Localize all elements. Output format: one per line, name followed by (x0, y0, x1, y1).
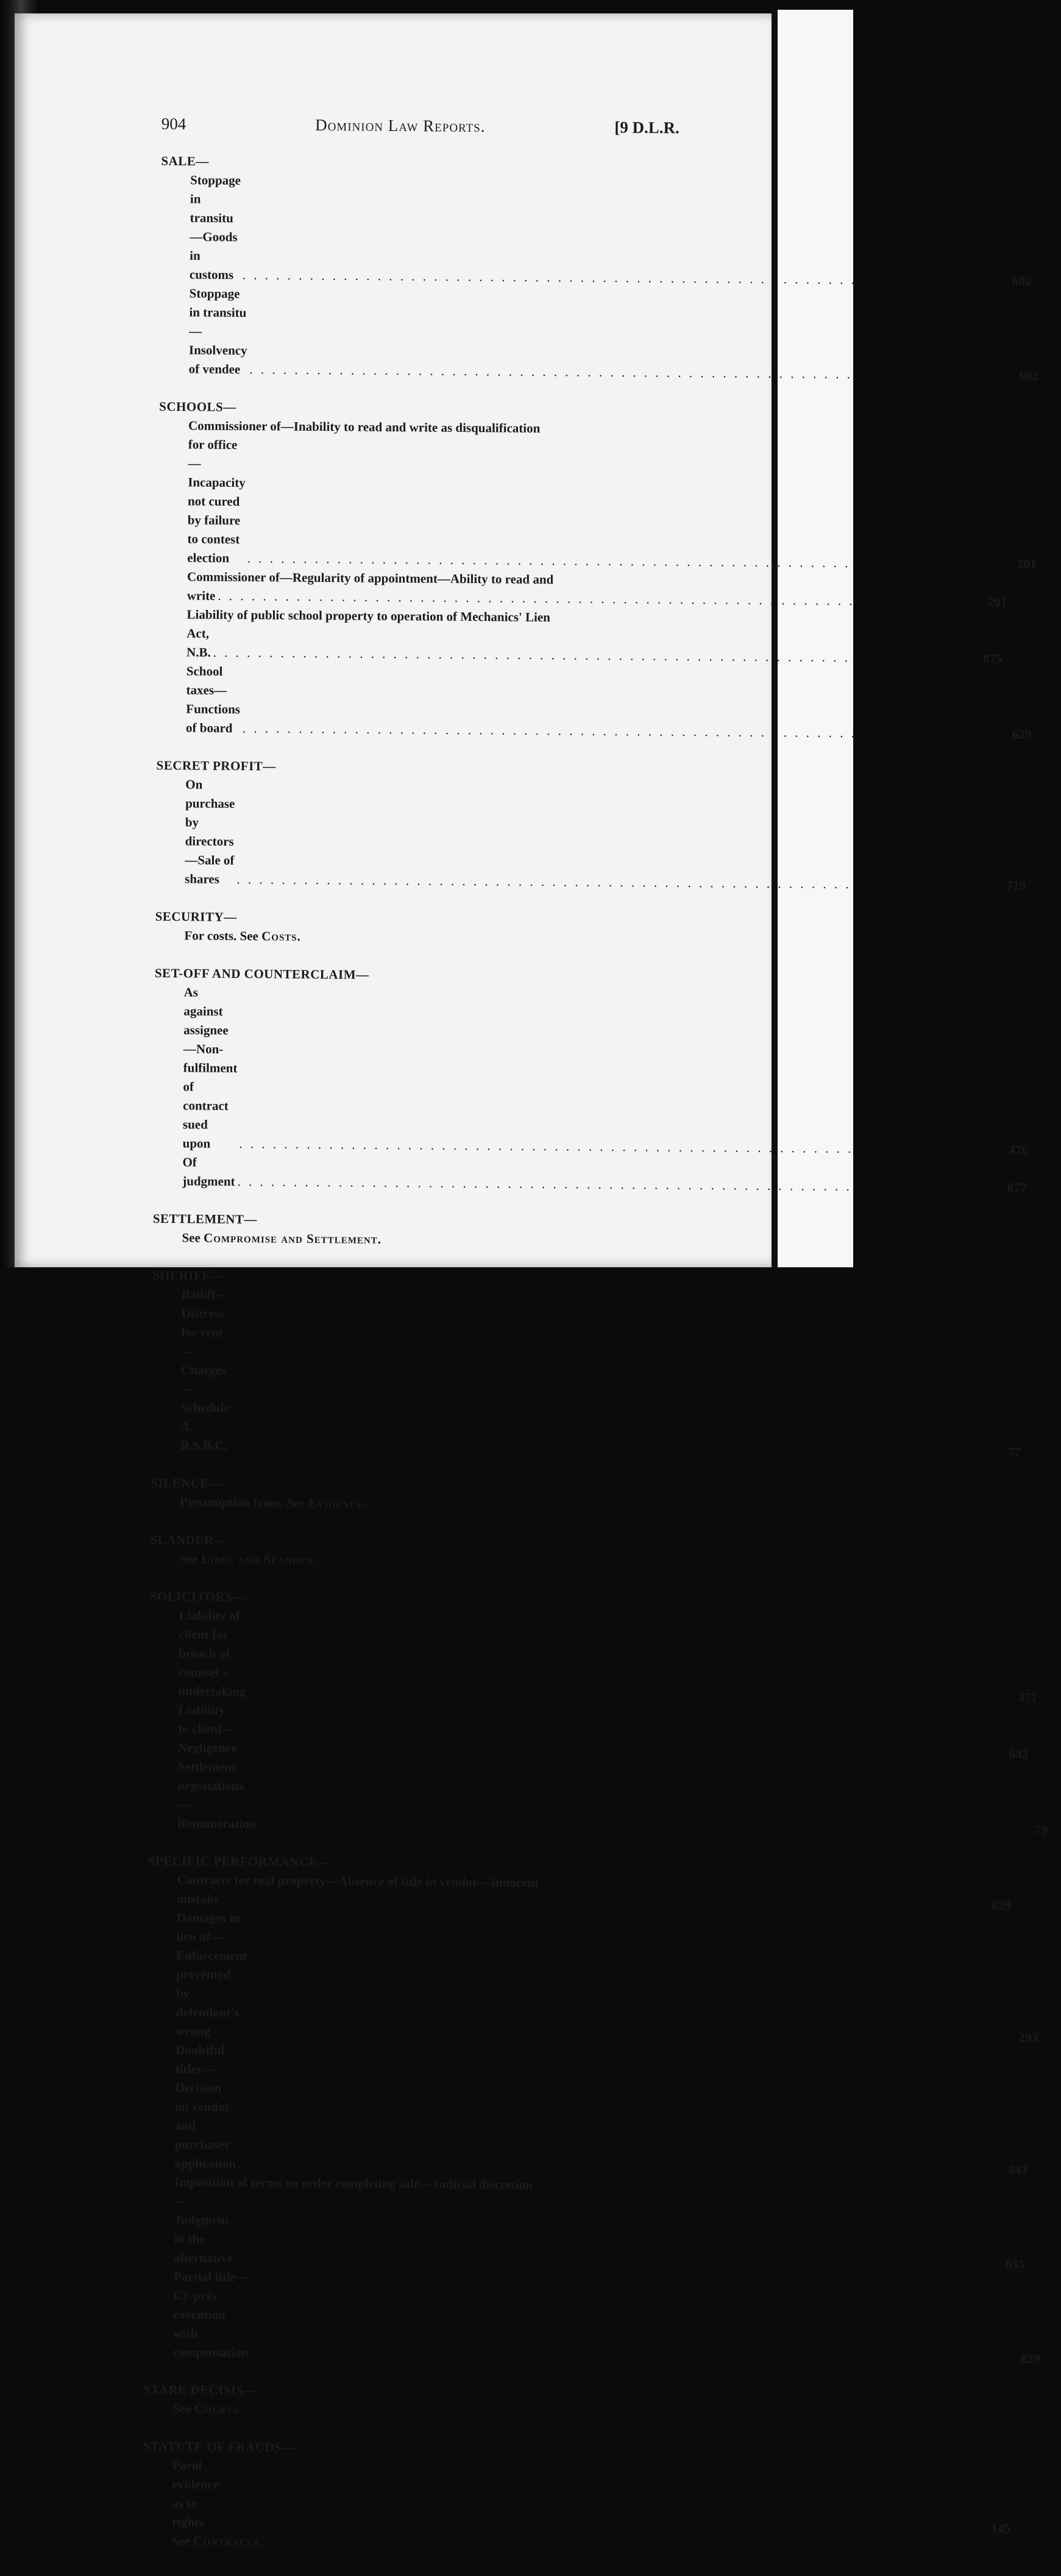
section-heading: SLANDER— (150, 1532, 227, 1548)
page-reference: 629 (1012, 726, 1032, 742)
page-reference: 201 (1017, 557, 1037, 572)
page-reference: 829 (1020, 2351, 1040, 2366)
leader-dots: . . . . . . . . . . . . . . . . . . . . . . . . . . . . . . . . . . . . . . . . . . . . . . . . . . . . . . . . . . . . . . . . . . . . (249, 362, 1011, 383)
index-sections (143, 152, 1048, 2555)
leader-dots: . . . . . . . . . . . . . . . . . . . . . . . . . . . . . . . . . . . . . . . . . . . . . . . . . . . . . . . . . . . . . . . . . . . . (236, 872, 998, 893)
page-reference: 843 (1008, 2162, 1027, 2178)
index-section (153, 964, 1029, 1195)
leader-dots: . . . . . . . . . . . . . . . . . . . . . . . . . . . . . . . . . . . . . . . . . . . . . . . . . . . . . . . . . . . . . . . . . . . . (258, 1816, 1020, 1838)
leader-dots: . . . . . . . . . . . . . . . . . . . . . . . . . . . . . . . . . . . . . . . . . . . . . . . . . . . . . . . . . . . . . . . . . . . . (218, 588, 979, 609)
index-section (143, 2437, 1010, 2555)
cross-reference (151, 1493, 669, 1516)
cross-reference (152, 1228, 670, 1251)
leader-dots: . . . . . . . . . . . . . . . . . . . . . . . . . . . . . . . . . . . . . . . . . . . . . . . . . . . . . . . . . . . . . . . . . . . . (239, 1136, 1001, 1157)
index-entry (149, 1606, 1038, 1705)
page-reference: 829 (992, 1897, 1011, 1913)
entry-text: Partial title—Cy-près execution with compensation (173, 2269, 249, 2360)
running-header (161, 115, 680, 138)
leader-dots: . . . . . . . . . . . . . . . . . . . . . . . . . . . . . . . . . . . . . . . . . . . . . . . . . . . . . . . . . . . . . . . . . . . . (232, 1438, 993, 1459)
leader-dots: . . . . . . . . . . . . . . . . . . . . . . . . . . . . . . . . . . . . . . . . . . . . . . . . . . . . . . . . . . . . . . . . . . . . (237, 1174, 999, 1195)
entry-text: Damages in lieu of—Enforcement prevented by defendant's wrong (176, 1910, 247, 2039)
index-section (150, 1530, 668, 1573)
leader-dots: . . . . . . . . . . . . . . . . . . . . . . . . . . . . . . . . . . . . . . . . . . . . . . . . . . . . . . . . . . . . . . . . . . . . (247, 551, 1009, 571)
page-reference: 77 (1007, 1444, 1021, 1460)
entry-lead-line: Commissioner of—Regularity of appointment—Ability to read and (186, 569, 554, 587)
entry-text: On purchase by directors—Sale of shares (185, 777, 235, 886)
entry-text: Stoppage in transitu—Goods in customs (189, 172, 241, 282)
index-entry (153, 1153, 1027, 1195)
index-entry (157, 662, 1032, 742)
leader-dots: . . . . . . . . . . . . . . . . . . . . . . . . . . . . . . . . . . . . . . . . . . . . . . . . . . . . . . . . . . . . . . . . . . . . (248, 1684, 1010, 1705)
entry-text: Liability of client for breach of counsel's undertaking (178, 1608, 246, 1699)
entry-text: Bailiff—Distress for rent—Charges—Schedule A. R.S.B.C. (180, 1287, 230, 1453)
index-entry (148, 1757, 1048, 1838)
entry-text: Parol evidence as to rights (171, 2458, 219, 2530)
section-heading: SECRET PROFIT— (156, 757, 276, 774)
entry-text: for office—Incapacity not cured by failure to contest election (187, 437, 246, 565)
cross-reference-lead: See (172, 2401, 195, 2416)
cross-reference-lead: See (182, 1230, 204, 1245)
index-entry (158, 435, 1037, 572)
index-entry (154, 983, 1029, 1158)
index-section (155, 756, 1026, 893)
leader-dots: . . . . . . . . . . . . . . . . . . . . . . . . . . . . . . . . . . . . . . . . . . . . . . . . . . . . . . . . . . . . . . . . . . . . (250, 2345, 1012, 2366)
section-heading: SILENCE— (151, 1475, 222, 1491)
section-heading: SETTLEMENT— (152, 1211, 258, 1227)
cross-reference-target: Compromise and Settlement. (204, 1230, 382, 1247)
leader-dots: . . . . . . . . . . . . . . . . . . . . . . . . . . . . . . . . . . . . . . . . . . . . . . . . . . . . . . . . . . . . . . . . . . . . (221, 2514, 982, 2536)
entry-lead-line: Contracts for real property—Absence of title in vendor—Innocent (177, 1872, 539, 1890)
section-heading: SOLICITORS— (149, 1588, 246, 1605)
section-heading: STARE DECISIS— (143, 2382, 257, 2398)
index-section (152, 1209, 670, 1251)
index-section (143, 2380, 661, 2422)
cross-reference (143, 2399, 661, 2422)
index-entry (157, 624, 1002, 666)
index-section (151, 1474, 669, 1516)
cross-reference-target: Libel and Slander. (200, 1551, 318, 1568)
index-entry (160, 171, 1032, 289)
section-heading: SECURITY— (155, 908, 237, 925)
cross-reference-lead: For costs. See (184, 928, 262, 944)
leader-dots: . . . . . . . . . . . . . . . . . . . . . . . . . . . . . . . . . . . . . . . . . . . . . . . . . . . . . . . . . . . . . . . . . . . . (221, 1891, 983, 1913)
index-section (155, 907, 673, 949)
entry-text: Settlement negotiations—Remuneration (177, 1759, 257, 1831)
leader-dots: . . . . . . . . . . . . . . . . . . . . . . . . . . . . . . . . . . . . . . . . . . . . . . . . . . . . . . . . . . . . . . . . . . . . (238, 2156, 999, 2177)
page-reference: 833 (1005, 2256, 1024, 2272)
index-entry (151, 1285, 1021, 1460)
entry-text: write (186, 588, 216, 603)
page-reference: 877 (1007, 1180, 1027, 1195)
cross-reference-target: Evidence. (308, 1495, 368, 1511)
page-reference: 377 (1018, 1690, 1038, 1705)
page-reference: 642 (1009, 1747, 1029, 1762)
leader-dots: . . . . . . . . . . . . . . . . . . . . . . . . . . . . . . . . . . . . . . . . . . . . . . . . . . . . . . . . . . . . . . . . . . . . (242, 721, 1004, 741)
entry-text: Stoppage in transitu—Insolvency of vendee (188, 286, 247, 377)
cross-reference-target: Contracts. (193, 2533, 263, 2549)
leader-dots: . . . . . . . . . . . . . . . . . . . . . . . . . . . . . . . . . . . . . . . . . . . . . . . . . . . . . . . . . . . . . . . . . . . . (235, 2251, 996, 2271)
section-heading: SALE— (161, 153, 209, 169)
cross-reference (150, 1549, 668, 1573)
cross-reference-lead: Presumption from. See (180, 1495, 308, 1510)
index-entry (160, 284, 1039, 383)
entry-text: Act, N.B. (186, 626, 211, 660)
page-reference: 875 (982, 651, 1002, 666)
section-heading: SET-OFF AND COUNTERCLAIM— (154, 965, 369, 982)
cross-reference-lead: See (171, 2533, 194, 2549)
index-section (148, 1587, 1048, 1838)
leader-dots: . . . . . . . . . . . . . . . . . . . . . . . . . . . . . . . . . . . . . . . . . . . . . . . . . . . . . . . . . . . . . . . . . . . . (249, 2024, 1010, 2045)
page-reference: 79 (1035, 1822, 1048, 1838)
index-entry (149, 1700, 1029, 1762)
entry-text: School taxes—Functions of board (186, 663, 241, 735)
cross-reference-lead: See (179, 1551, 202, 1566)
page-reference: 602 (1019, 368, 1039, 383)
index-entry (155, 775, 1026, 893)
facing-page-edge (772, 10, 853, 1267)
running-title: Dominion Law Reports. (315, 115, 486, 136)
cross-reference-target: Courts. (194, 2401, 243, 2417)
entry-lead-line: Imposition of terms on order completing sale—Judicial discretion (174, 2174, 533, 2192)
index-page-content (142, 115, 1048, 2574)
index-section (160, 152, 1039, 383)
section-heading: SPECIFIC PERFORMANCE— (147, 1853, 331, 1870)
page-reference: 145 (991, 2521, 1010, 2536)
index-section (144, 1852, 1040, 2366)
entry-text: Doubtful titles—Decision on vendor and purchaser application (174, 2042, 236, 2171)
page-reference: 602 (1012, 273, 1032, 289)
index-entry (145, 2040, 1027, 2178)
leader-dots: . . . . . . . . . . . . . . . . . . . . . . . . . . . . . . . . . . . . . . . . . . . . . . . . . . . . . . . . . . . . . . . . . . . . (242, 267, 1004, 288)
section-heading: STATUTE OF FRAUDS— (143, 2438, 296, 2455)
section-heading: SCHOOLS— (159, 398, 236, 414)
entry-text: mistake (176, 1891, 220, 1906)
index-section (157, 397, 1037, 742)
page-reference: 476 (1009, 1142, 1029, 1158)
section-heading: SHERIFF— (152, 1267, 224, 1283)
index-section (151, 1266, 1021, 1460)
page-reference: 719 (1006, 877, 1026, 893)
index-entry (143, 2456, 1010, 2536)
entry-lead-line: Commissioner of—Inability to read and write as disqualification (188, 418, 541, 436)
entry-text: Of judgment (182, 1155, 235, 1189)
entry-lead-line: Liability of public school property to operation of Mechanics' Lien (186, 607, 551, 625)
entry-text: —Judgment in the alternative (174, 2193, 233, 2266)
entry-text: Liability to client—Negligence (177, 1702, 237, 1756)
volume-reference: [9 D.L.R. (614, 118, 680, 137)
cross-reference-target: Costs. (261, 929, 302, 944)
leader-dots: . . . . . . . . . . . . . . . . . . . . . . . . . . . . . . . . . . . . . . . . . . . . . . . . . . . . . . . . . . . . . . . . . . . . (213, 645, 974, 666)
entry-text: As against assignee—Non-fulfilment of contract sued upon (182, 985, 238, 1151)
page-number: 904 (161, 115, 186, 133)
page-reference: 201 (987, 594, 1007, 609)
cross-reference (155, 926, 673, 949)
page-reference: 293 (1018, 2030, 1038, 2045)
index-entry (144, 2267, 1040, 2366)
index-entry (144, 2192, 1024, 2272)
index-entry (146, 1908, 1038, 2045)
leader-dots: . . . . . . . . . . . . . . . . . . . . . . . . . . . . . . . . . . . . . . . . . . . . . . . . . . . . . . . . . . . . . . . . . . . . (239, 1741, 1001, 1761)
